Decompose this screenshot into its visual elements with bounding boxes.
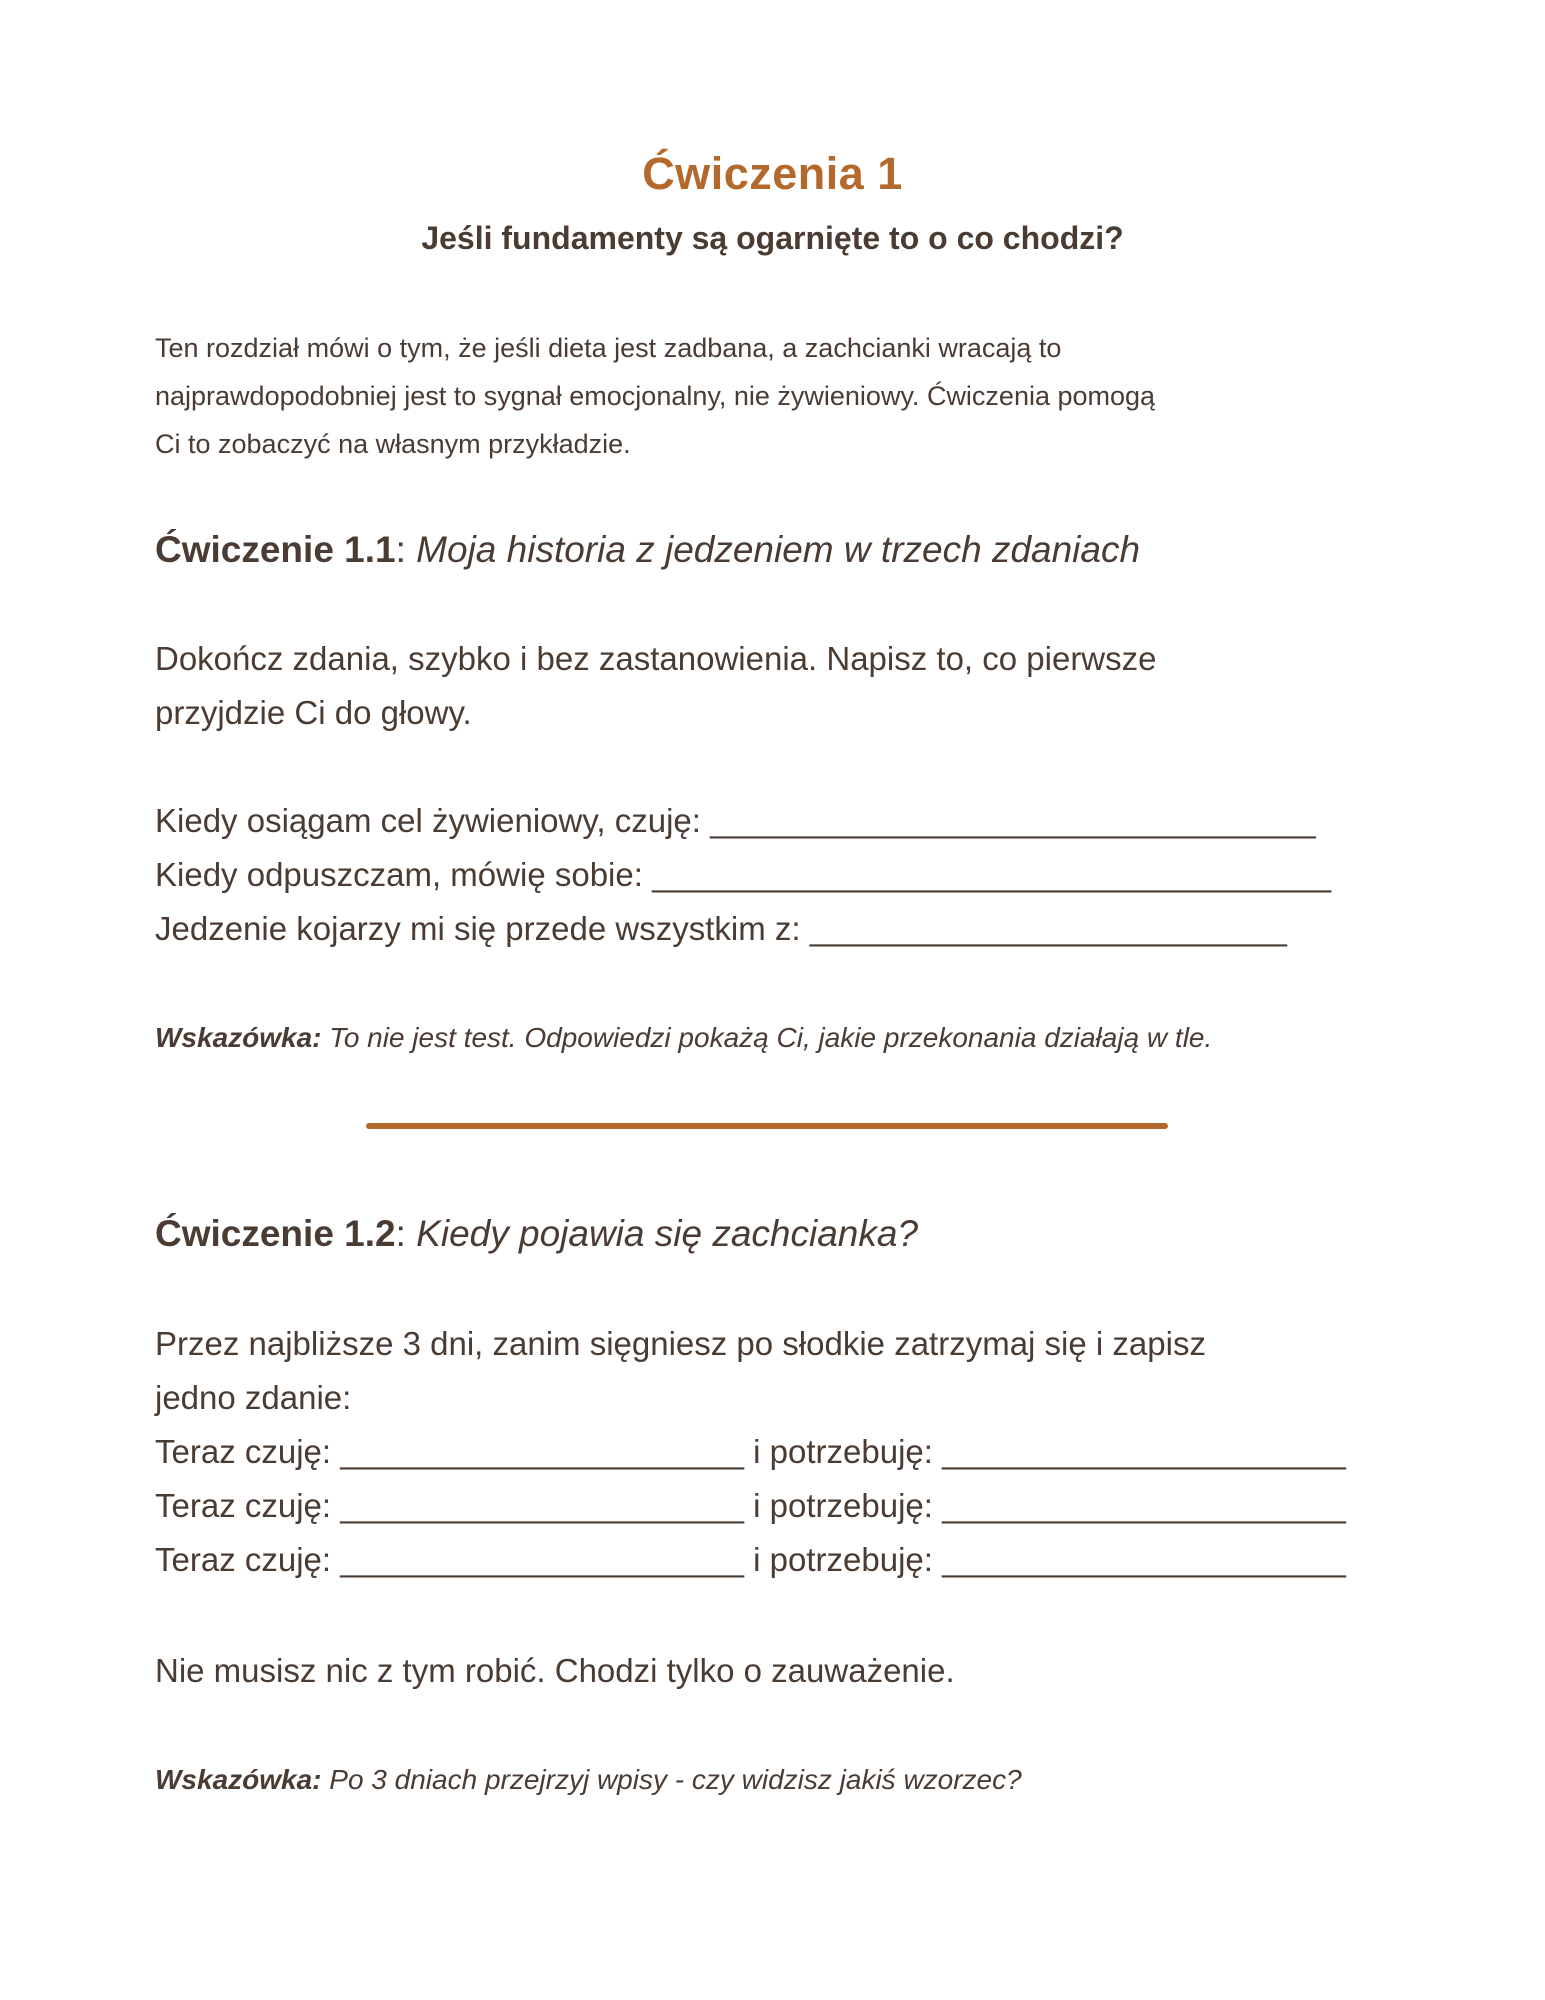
intro-line: Ci to zobaczyć na własnym przykładzie. <box>155 429 631 459</box>
heading-separator: : <box>395 529 417 570</box>
exercise-2-tip <box>155 1760 1445 1800</box>
tip-label: Wskazówka: <box>155 1022 322 1053</box>
exercise-number: Ćwiczenie 1.2 <box>155 1213 396 1254</box>
intro-line: najprawdopodobniej jest to sygnał emocjonalny, nie żywieniowy. Ćwiczenia pomogą <box>155 381 1156 411</box>
instruction-line: Przez najbliższe 3 dni, zanim sięgniesz po słodkie zatrzymaj się i zapisz <box>155 1325 1206 1362</box>
fill-in-prompt: Jedzenie kojarzy mi się przede wszystkim z: __________________________ <box>155 910 1287 947</box>
tip-text: To nie jest test. Odpowiedzi pokażą Ci, jakie przekonania działają w tle. <box>321 1022 1213 1053</box>
tip-label: Wskazówka: <box>155 1764 322 1795</box>
fill-in-prompt: Teraz czuję: ______________________ i potrzebuję: ______________________ <box>155 1541 1346 1578</box>
intro-paragraph <box>155 324 1415 468</box>
fill-in-prompt: Kiedy osiągam cel żywieniowy, czuję: _________________________________ <box>155 802 1316 839</box>
section-divider <box>366 1123 1168 1129</box>
exercise-1-instructions <box>155 632 1445 740</box>
tip-text: Po 3 dniach przejrzyj wpisy - czy widzisz jakiś wzorzec? <box>321 1764 1022 1795</box>
page-title: Ćwiczenia 1 <box>642 148 903 199</box>
exercise-1-tip <box>155 1018 1445 1058</box>
heading-separator: : <box>395 1213 417 1254</box>
exercise-1-heading <box>155 526 1415 574</box>
exercise-number: Ćwiczenie 1.1 <box>155 529 396 570</box>
instruction-line: Dokończ zdania, szybko i bez zastanowienia. Napisz to, co pierwsze <box>155 640 1157 677</box>
intro-line: Ten rozdział mówi o tym, że jeśli dieta jest zadbana, a zachcianki wracają to <box>155 333 1062 363</box>
fill-in-prompt: Teraz czuję: ______________________ i potrzebuję: ______________________ <box>155 1487 1346 1524</box>
fill-in-prompt: Teraz czuję: ______________________ i potrzebuję: ______________________ <box>155 1433 1346 1470</box>
exercise-title: Kiedy pojawia się zachcianka? <box>416 1213 919 1254</box>
exercise-2-instructions <box>155 1317 1445 1587</box>
instruction-line: jedno zdanie: <box>155 1379 352 1416</box>
exercise-2-closing <box>155 1644 1445 1698</box>
exercise-title: Moja historia z jedzeniem w trzech zdaniach <box>416 529 1141 570</box>
exercise-1-prompts <box>155 794 1445 956</box>
fill-in-prompt: Kiedy odpuszczam, mówię sobie: _____________________________________ <box>155 856 1332 893</box>
exercise-2-heading <box>155 1210 1415 1258</box>
instruction-line: przyjdzie Ci do głowy. <box>155 694 472 731</box>
closing-line: Nie musisz nic z tym robić. Chodzi tylko o zauważenie. <box>155 1652 955 1689</box>
page-subtitle: Jeśli fundamenty są ogarnięte to o co chodzi? <box>421 220 1124 256</box>
